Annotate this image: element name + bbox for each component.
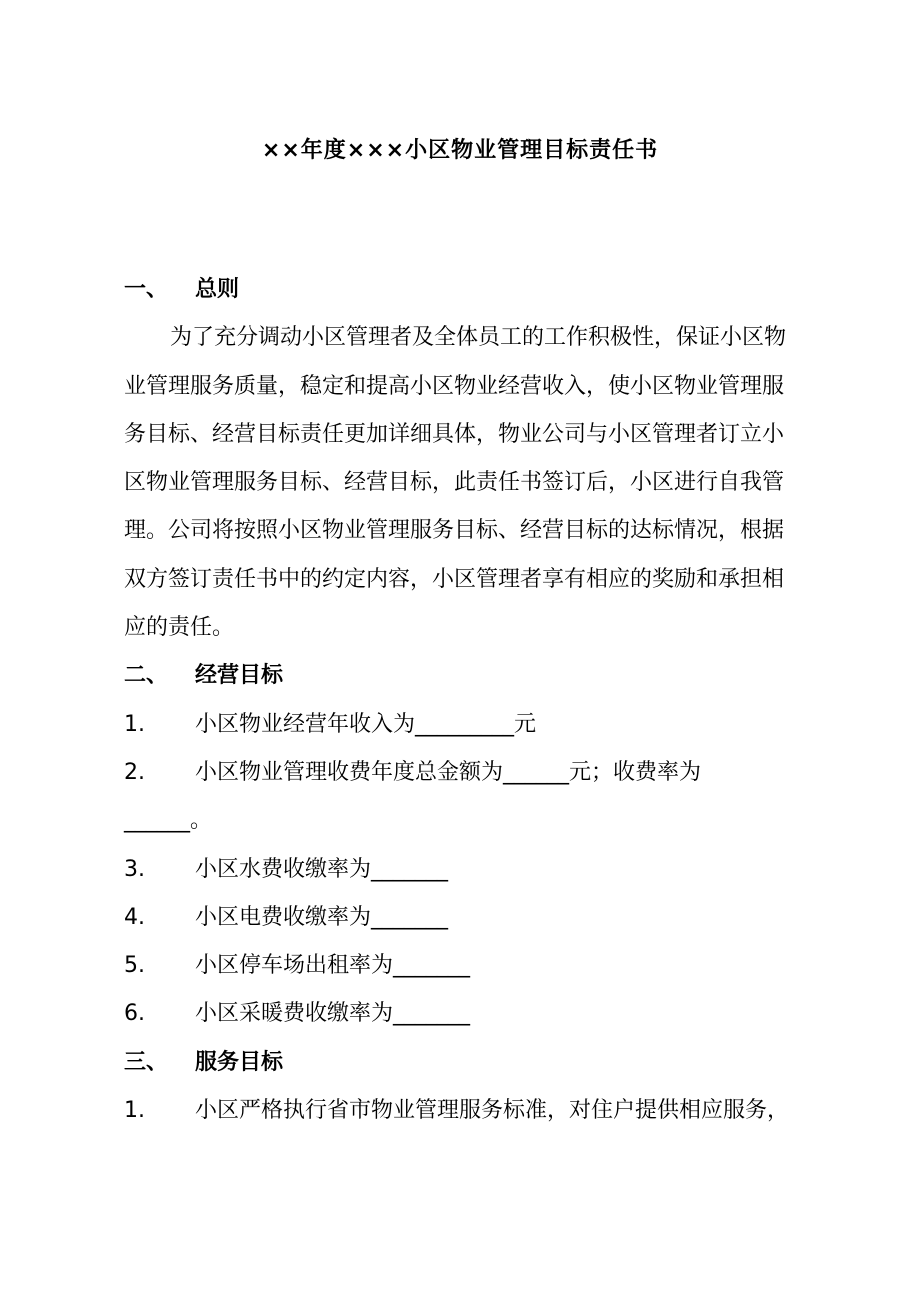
line-text: 经营目标 (195, 663, 284, 689)
line-text: ______。 (124, 808, 213, 834)
list-item (124, 701, 814, 749)
list-item (124, 894, 814, 942)
line-text: 应的责任。 (124, 615, 235, 641)
line-text: 小区物业经营年收入为_________元 (195, 711, 537, 737)
page-title: ××年度×××小区物业管理目标责任书 (261, 138, 659, 163)
list-item (124, 990, 814, 1038)
document-body (124, 266, 814, 1135)
paragraph-line (124, 363, 814, 411)
line-text: 小区严格执行省市物业管理服务标准，对住户提供相应服务， (195, 1098, 790, 1124)
line-text: 小区物业管理收费年度总金额为______元；收费率为 (195, 759, 702, 785)
paragraph-line (124, 459, 814, 507)
line-text: 小区电费收缴率为_______ (195, 904, 449, 930)
list-marker: 2. (124, 759, 145, 785)
list-marker: 1. (124, 711, 145, 737)
list-item (124, 846, 814, 894)
list-item (124, 749, 814, 797)
list-marker: 一、 (124, 277, 169, 302)
section-heading (124, 652, 814, 700)
line-text: 务目标、经营目标责任更加详细具体，物业公司与小区管理者订立小 (124, 421, 785, 447)
paragraph-line (124, 797, 814, 845)
list-marker: 3. (124, 856, 145, 882)
line-text: 小区采暖费收缴率为_______ (195, 1001, 471, 1027)
list-marker: 三、 (124, 1049, 169, 1075)
paragraph-line (124, 604, 814, 652)
list-marker: 6. (124, 1001, 145, 1027)
line-text: 为了充分调动小区管理者及全体员工的工作积极性，保证小区物 (170, 325, 787, 351)
line-text: 小区水费收缴率为_______ (195, 856, 449, 882)
paragraph-line (124, 314, 814, 362)
line-text: 总则 (195, 277, 240, 302)
section-heading (124, 1039, 814, 1087)
paragraph-line (124, 556, 814, 604)
paragraph-line (124, 507, 814, 555)
list-item (124, 1087, 814, 1135)
list-marker: 1. (124, 1098, 145, 1124)
list-item (124, 942, 814, 990)
line-text: 双方签订责任书中的约定内容，小区管理者享有相应的奖励和承担相 (124, 566, 785, 592)
section-heading (124, 266, 814, 314)
line-text: 服务目标 (195, 1049, 284, 1075)
line-text: 小区停车场出租率为_______ (195, 953, 471, 979)
line-text: 理。公司将按照小区物业管理服务目标、经营目标的达标情况，根据 (124, 518, 785, 544)
line-text: 区物业管理服务目标、经营目标，此责任书签订后，小区进行自我管 (124, 470, 785, 496)
list-marker: 4. (124, 904, 145, 930)
list-marker: 二、 (124, 663, 169, 689)
line-text: 业管理服务质量，稳定和提高小区物业经营收入，使小区物业管理服 (124, 373, 785, 399)
paragraph-line (124, 411, 814, 459)
list-marker: 5. (124, 953, 145, 979)
